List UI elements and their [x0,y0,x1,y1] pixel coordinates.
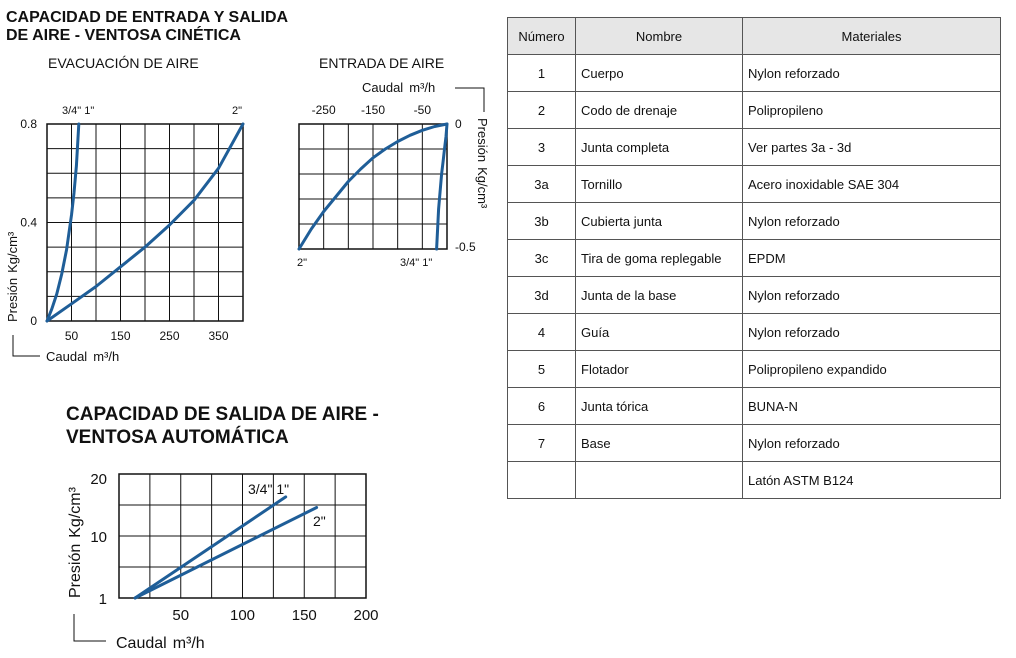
y-axis-label [475,118,490,209]
cell-numero: 1 [508,55,576,92]
series-line [437,124,447,249]
x-axis-label [46,349,119,364]
series-label: 2" [297,257,308,269]
cell-numero: 7 [508,425,576,462]
entry-title: ENTRADA DE AIRE [319,55,445,71]
x-tick-label: 350 [208,329,229,343]
y-axis-label [5,231,20,322]
axis-bracket [74,614,106,641]
cell-nombre: Junta completa [576,129,743,166]
table-row [508,203,1001,240]
cell-material: Nylon reforzado [743,55,1001,92]
header-nombre: Nombre [576,18,743,55]
cell-numero: 2 [508,92,576,129]
cell-material: BUNA-N [743,388,1001,425]
x-axis-label [116,635,205,652]
axis-bracket [455,88,484,112]
table-row [508,129,1001,166]
automatic-heading: CAPACIDAD DE SALIDA DE AIRE - VENTOSA AUTOMÁTICA [66,404,379,448]
x-tick-label: 150 [110,329,131,343]
table-row [508,92,1001,129]
table-row [508,277,1001,314]
axis-label-text: Presión [67,543,84,598]
axis-unit-text: m³/h [409,80,436,95]
cell-nombre [576,462,743,499]
cell-nombre: Cuerpo [576,55,743,92]
cell-nombre: Junta de la base [576,277,743,314]
y-tick-label: -0.5 [455,240,476,254]
series-label: 2" [232,105,243,117]
axis-unit-text: Kg/cm³ [67,487,84,538]
cell-material: Nylon reforzado [743,203,1001,240]
x-tick-label: -50 [413,103,432,117]
series-label: 3/4" 1" [248,481,290,497]
series-line [135,508,317,599]
header-materiales: Materiales [743,18,1001,55]
cell-nombre: Tornillo [576,166,743,203]
header-numero: Número [508,18,576,55]
series-label: 2" [313,513,326,529]
table-row [508,240,1001,277]
cell-material: Nylon reforzado [743,277,1001,314]
axis-unit-text: m³/h [172,635,205,652]
cell-material: Polipropileno [743,92,1001,129]
y-axis-label [67,486,84,598]
y-tick-label: 0 [455,117,462,131]
x-tick-label: 50 [64,329,79,343]
y-tick-label: 0.8 [20,117,37,131]
table-row [508,351,1001,388]
cell-numero: 3 [508,129,576,166]
cell-material: Acero inoxidable SAE 304 [743,166,1001,203]
cell-nombre: Base [576,425,743,462]
cell-nombre: Flotador [576,351,743,388]
kinetic-heading: CAPACIDAD DE ENTRADA Y SALIDA DE AIRE - VENTOSA CINÉTICA [6,9,289,44]
axis-unit-text: Kg/cm³ [475,167,490,209]
series-label: 3/4" 1" [62,105,95,117]
table-row [508,55,1001,92]
cell-numero: 3b [508,203,576,240]
cell-material: Nylon reforzado [743,314,1001,351]
cell-numero: 4 [508,314,576,351]
cell-material: Nylon reforzado [743,425,1001,462]
x-tick-label: 50 [172,607,190,624]
x-axis-label [362,80,435,95]
cell-numero: 6 [508,388,576,425]
axis-label-text: Caudal [362,80,404,95]
y-tick-label: 10 [90,529,107,546]
x-tick-label: 150 [291,607,317,624]
x-tick-label: 100 [229,607,256,624]
table-row [508,314,1001,351]
x-tick-label: 200 [353,607,379,624]
cell-nombre: Junta tórica [576,388,743,425]
table-header-row [508,18,1001,55]
cell-numero [508,462,576,499]
x-tick-label: -250 [311,103,336,117]
table-row [508,425,1001,462]
table-row [508,388,1001,425]
cell-numero: 3a [508,166,576,203]
charts-canvas [0,0,500,658]
axis-unit-text: Kg/cm³ [5,231,20,273]
axis-label-text: Presión [5,277,20,322]
cell-nombre: Codo de drenaje [576,92,743,129]
cell-material: Polipropileno expandido [743,351,1001,388]
cell-numero: 5 [508,351,576,388]
cell-material: Ver partes 3a - 3d [743,129,1001,166]
axis-label-text: Caudal [116,635,167,652]
x-tick-label: -150 [360,103,386,117]
series-line [135,497,286,598]
y-tick-label: 0 [30,314,37,328]
cell-numero: 3c [508,240,576,277]
cell-nombre: Guía [576,314,743,351]
x-tick-label: 250 [159,329,180,343]
y-tick-label: 0.4 [20,215,37,230]
y-tick-label: 1 [98,591,107,608]
axis-label-text: Caudal [46,349,88,364]
cell-nombre: Cubierta junta [576,203,743,240]
parts-table [507,17,1001,499]
series-label: 3/4" 1" [400,257,433,269]
table-row [508,166,1001,203]
cell-material: Latón ASTM B124 [743,462,1001,499]
cell-nombre: Tira de goma replegable [576,240,743,277]
cell-numero: 3d [508,277,576,314]
cell-material: EPDM [743,240,1001,277]
axis-unit-text: m³/h [93,349,120,364]
axis-bracket [13,335,40,356]
axis-label-text: Presión [475,118,490,163]
evac-title: EVACUACIÓN DE AIRE [48,55,199,71]
y-tick-label: 20 [90,471,107,488]
table-row [508,462,1001,499]
